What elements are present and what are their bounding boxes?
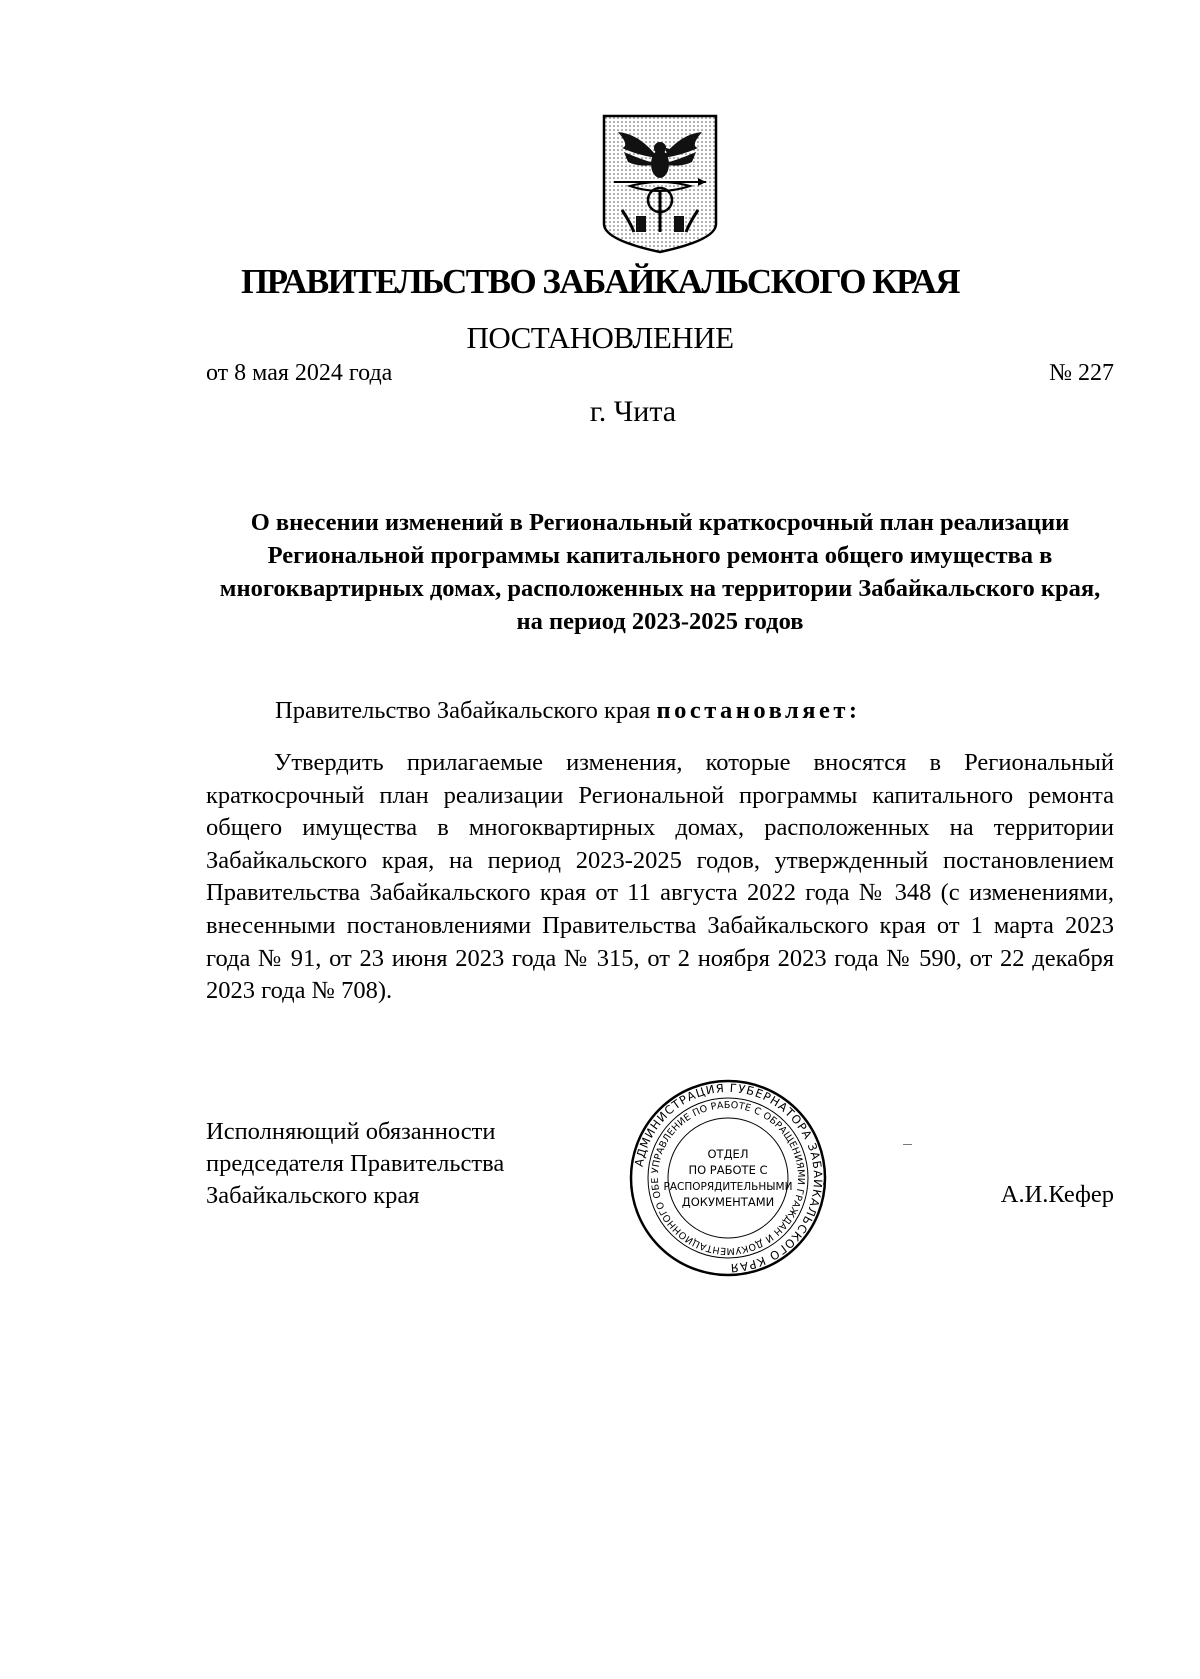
signature-mark xyxy=(903,1144,912,1145)
signatory-position-line: Исполняющий обязанности xyxy=(206,1118,496,1145)
signatory-position xyxy=(206,1116,504,1212)
stamp-center-line: ОТДЕЛ xyxy=(707,1147,749,1161)
document-city: г. Чита xyxy=(589,395,677,428)
preamble xyxy=(275,697,861,725)
stamp-center-line: РАСПОРЯДИТЕЛЬНЫМИ xyxy=(663,1181,793,1193)
stamp-center-line: ПО РАБОТЕ С xyxy=(688,1163,768,1177)
signatory-position-line: Забайкальского края xyxy=(206,1182,420,1209)
signatory-position-line: председателя Правительства xyxy=(206,1150,505,1177)
stamp-center-line: ДОКУМЕНТАМИ xyxy=(681,1195,775,1209)
preamble-text: Правительство Забайкальского края xyxy=(275,697,651,724)
signatory-name: А.И.Кефер xyxy=(1000,1181,1114,1208)
stamp-outer-text: АДМИНИСТРАЦИЯ ГУБЕРНАТОРА ЗАБАЙКАЛЬСКОГО КРАЯ xyxy=(631,1080,826,1276)
authority-name: ПРАВИТЕЛЬСТВО ЗАБАЙКАЛЬСКОГО КРАЯ xyxy=(240,262,960,301)
document-date: от 8 мая 2024 года xyxy=(206,360,393,386)
official-stamp xyxy=(628,1078,828,1278)
coat-of-arms-icon xyxy=(600,112,720,258)
stamp-middle-text: УПРАВЛЕНИЕ ПО РАБОТЕ С ОБРАЩЕНИЯМИ ГРАЖДАН И ДОКУМЕНТАЦИОННОГО ОБЕ xyxy=(649,1099,807,1257)
document-type: ПОСТАНОВЛЕНИЕ xyxy=(466,320,734,355)
body-paragraph: Утвердить прилагаемые изменения, которые вносятся в Региональный краткосрочный план реализации Региональной программы капитального ремонта общего имущества в многоквартирных домах, расположенных на территории Забайкальского края, на период 2023-2025 годов, утвержденный постановлением Правительства Забайкальского края от 11 августа 2022 года № 348 (с изменениями, внесенными постановлениями Правительства Забайкальского края от 1 марта 2023 года № 91, от 23 июня 2023 года № 315, от 2 ноября 2023 года № 590, от 22 декабря 2023 года № 708). xyxy=(206,749,1114,1005)
document-number: № 227 xyxy=(1049,360,1114,386)
document-title: О внесении изменений в Региональный краткосрочный план реализации Региональной программы капитального ремонта общего имущества в многоквартирных домах, расположенных на территории Забайкальского края, на период 2023-2025 годов xyxy=(219,509,1101,635)
preamble-verb: постановляет: xyxy=(656,697,861,724)
